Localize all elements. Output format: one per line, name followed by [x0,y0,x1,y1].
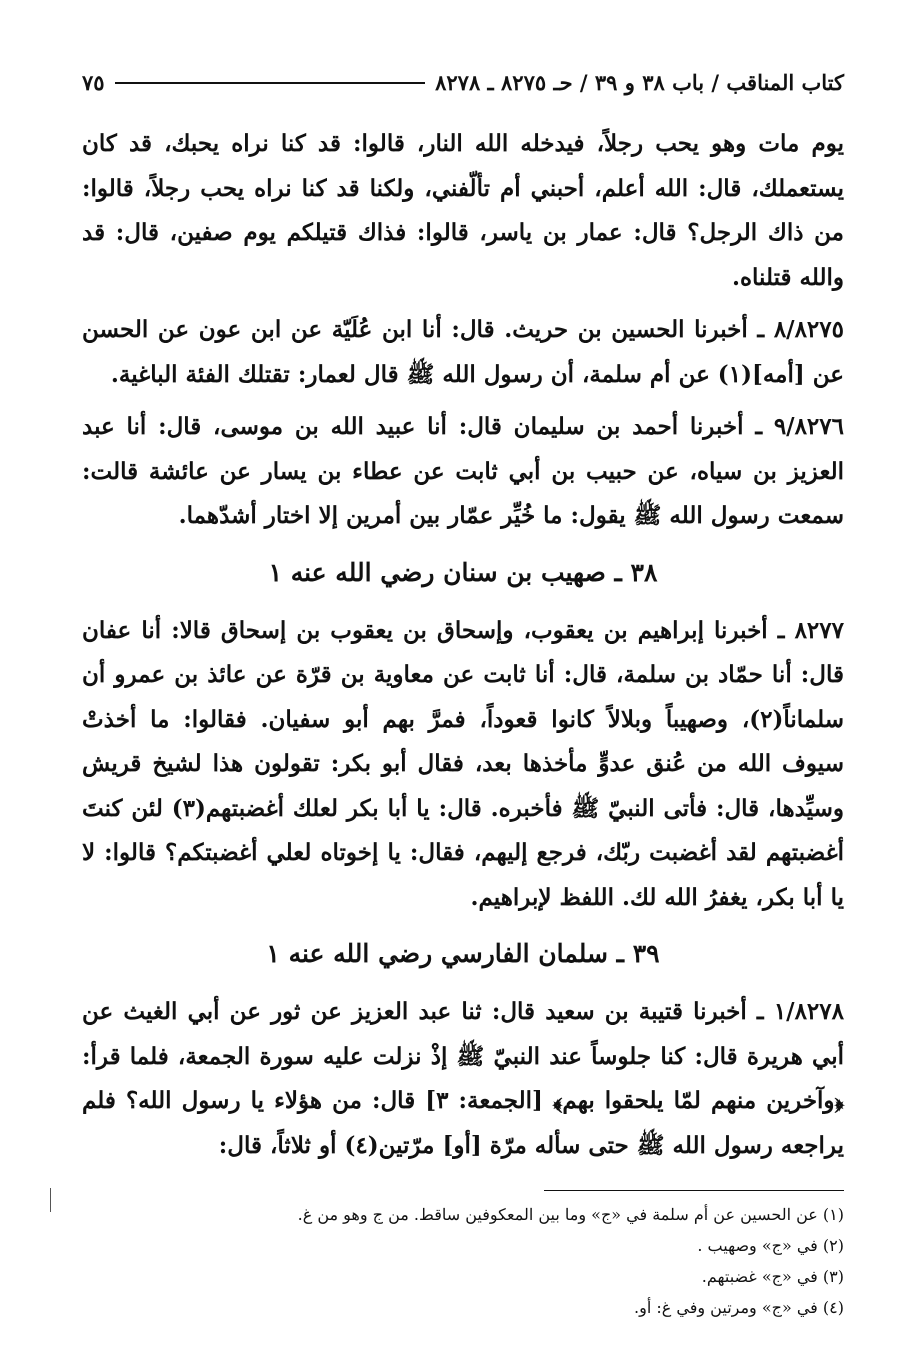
running-head [82,60,844,104]
hadith-8276: ٩/٨٢٧٦ ـ أخبرنا أحمد بن سليمان قال: أنا عبيد الله بن موسى، قال: أنا عبد العزيز بن سياه، عن حبيب بن أبي ثابت عن عطاء بن يسار عن عائشة قالت: سمعت رسول الله ﷺ يقول: ما خُيِّر عمّار بين أمرين إلا اختار أشدّهما. [82,413,844,529]
margin-mark [50,1188,51,1212]
footnote-1: (١) عن الحسين عن أم سلمة في «ج» وما بين المعكوفين ساقط. من ج وهو من غ. [297,1205,844,1224]
chapter-heading-39: ٣٩ ـ سلمان الفارسي رضي الله عنه ١ [266,939,660,968]
footnote-3: (٣) في «ج» غضبتهم. [701,1267,844,1286]
chapter-heading-38: ٣٨ ـ صهيب بن سنان رضي الله عنه ١ [268,557,658,587]
footnote-rule [544,1190,844,1191]
hadith-8278: ١/٨٢٧٨ ـ أخبرنا قتيبة بن سعيد قال: ثنا عبد العزيز عن ثور عن أبي الغيث عن أبي هريرة قال: كنا جلوساً عند النبيّ ﷺ إذْ نزلت عليه سورة الجمعة، فلما قرأ: ﴿وآخرين منهم لمّا يلحقوا بهم﴾ [الجمعة: ٣] قال: من هؤلاء يا رسول الله؟ فلم يراجعه رسول الله ﷺ حتى سأله مرّة [أو] مرّتين(٤) أو ثلاثاً، قال: [82,998,844,1159]
footnotes [82,1199,844,1323]
header-rule [115,82,426,84]
running-title: كتاب المناقب / باب ٣٨ و ٣٩ / حـ ٨٢٧٥ ـ ٨٢٧٨ [435,69,844,95]
page-number: ٧٥ [82,69,105,95]
hadith-8277: ٨٢٧٧ ـ أخبرنا إبراهيم بن يعقوب، وإسحاق بن يعقوب بن إسحاق قالا: أنا عفان قال: أنا حمّاد بن سلمة، قال: أنا ثابت عن معاوية بن قرّة عن عائذ بن عمرو أن سلماناً(٢)، وصهيباً وبلالاً كانوا قعوداً، فمرَّ بهم أبو سفيان. فقالوا: ما أخذتْ سيوف الله من عُنق عدوٍّ مأخذها بعد، فقال أبو بكر: تقولون هذا لشيخ قريش وسيِّدها، قال: فأتى النبيّ ﷺ فأخبره. قال: يا أبا بكر لعلك أغضبتهم(٣) لئن كنتَ أغضبتهم لقد أغضبت ربّك، فرجع إليهم، فقال: يا إخوتاه لعلي أغضبتكم؟ قالوا: لا يا أبا بكر، يغفرُ الله لك. اللفظ لإبراهيم. [82,616,845,911]
main-text [82,122,844,1168]
paragraph-continuation: يوم مات وهو يحب رجلاً، فيدخله الله النار، قالوا: قد كنا نراه يحبك، قد كان يستعملك، قال: الله أعلم، أحبني أم تألّفني، ولكنا قد كنا نراه يحب رجلاً، قالوا: من ذاك الرجل؟ قال: عمار بن ياسر، قالوا: فذاك قتيلكم يوم صفين، قال: قد والله قتلناه. [82,130,844,291]
hadith-8275: ٨/٨٢٧٥ ـ أخبرنا الحسين بن حريث. قال: أنا ابن عُلَيّة عن ابن عون عن الحسن عن [أمه](١) عن أم سلمة، أن رسول الله ﷺ قال لعمار: تقتلك الفئة الباغية. [82,316,844,388]
book-page [82,60,844,1350]
footnote-4: (٤) في «ج» ومرتين وفي غ: أو. [634,1298,844,1317]
footnote-2: (٢) في «ج» وصهيب . [697,1236,844,1255]
